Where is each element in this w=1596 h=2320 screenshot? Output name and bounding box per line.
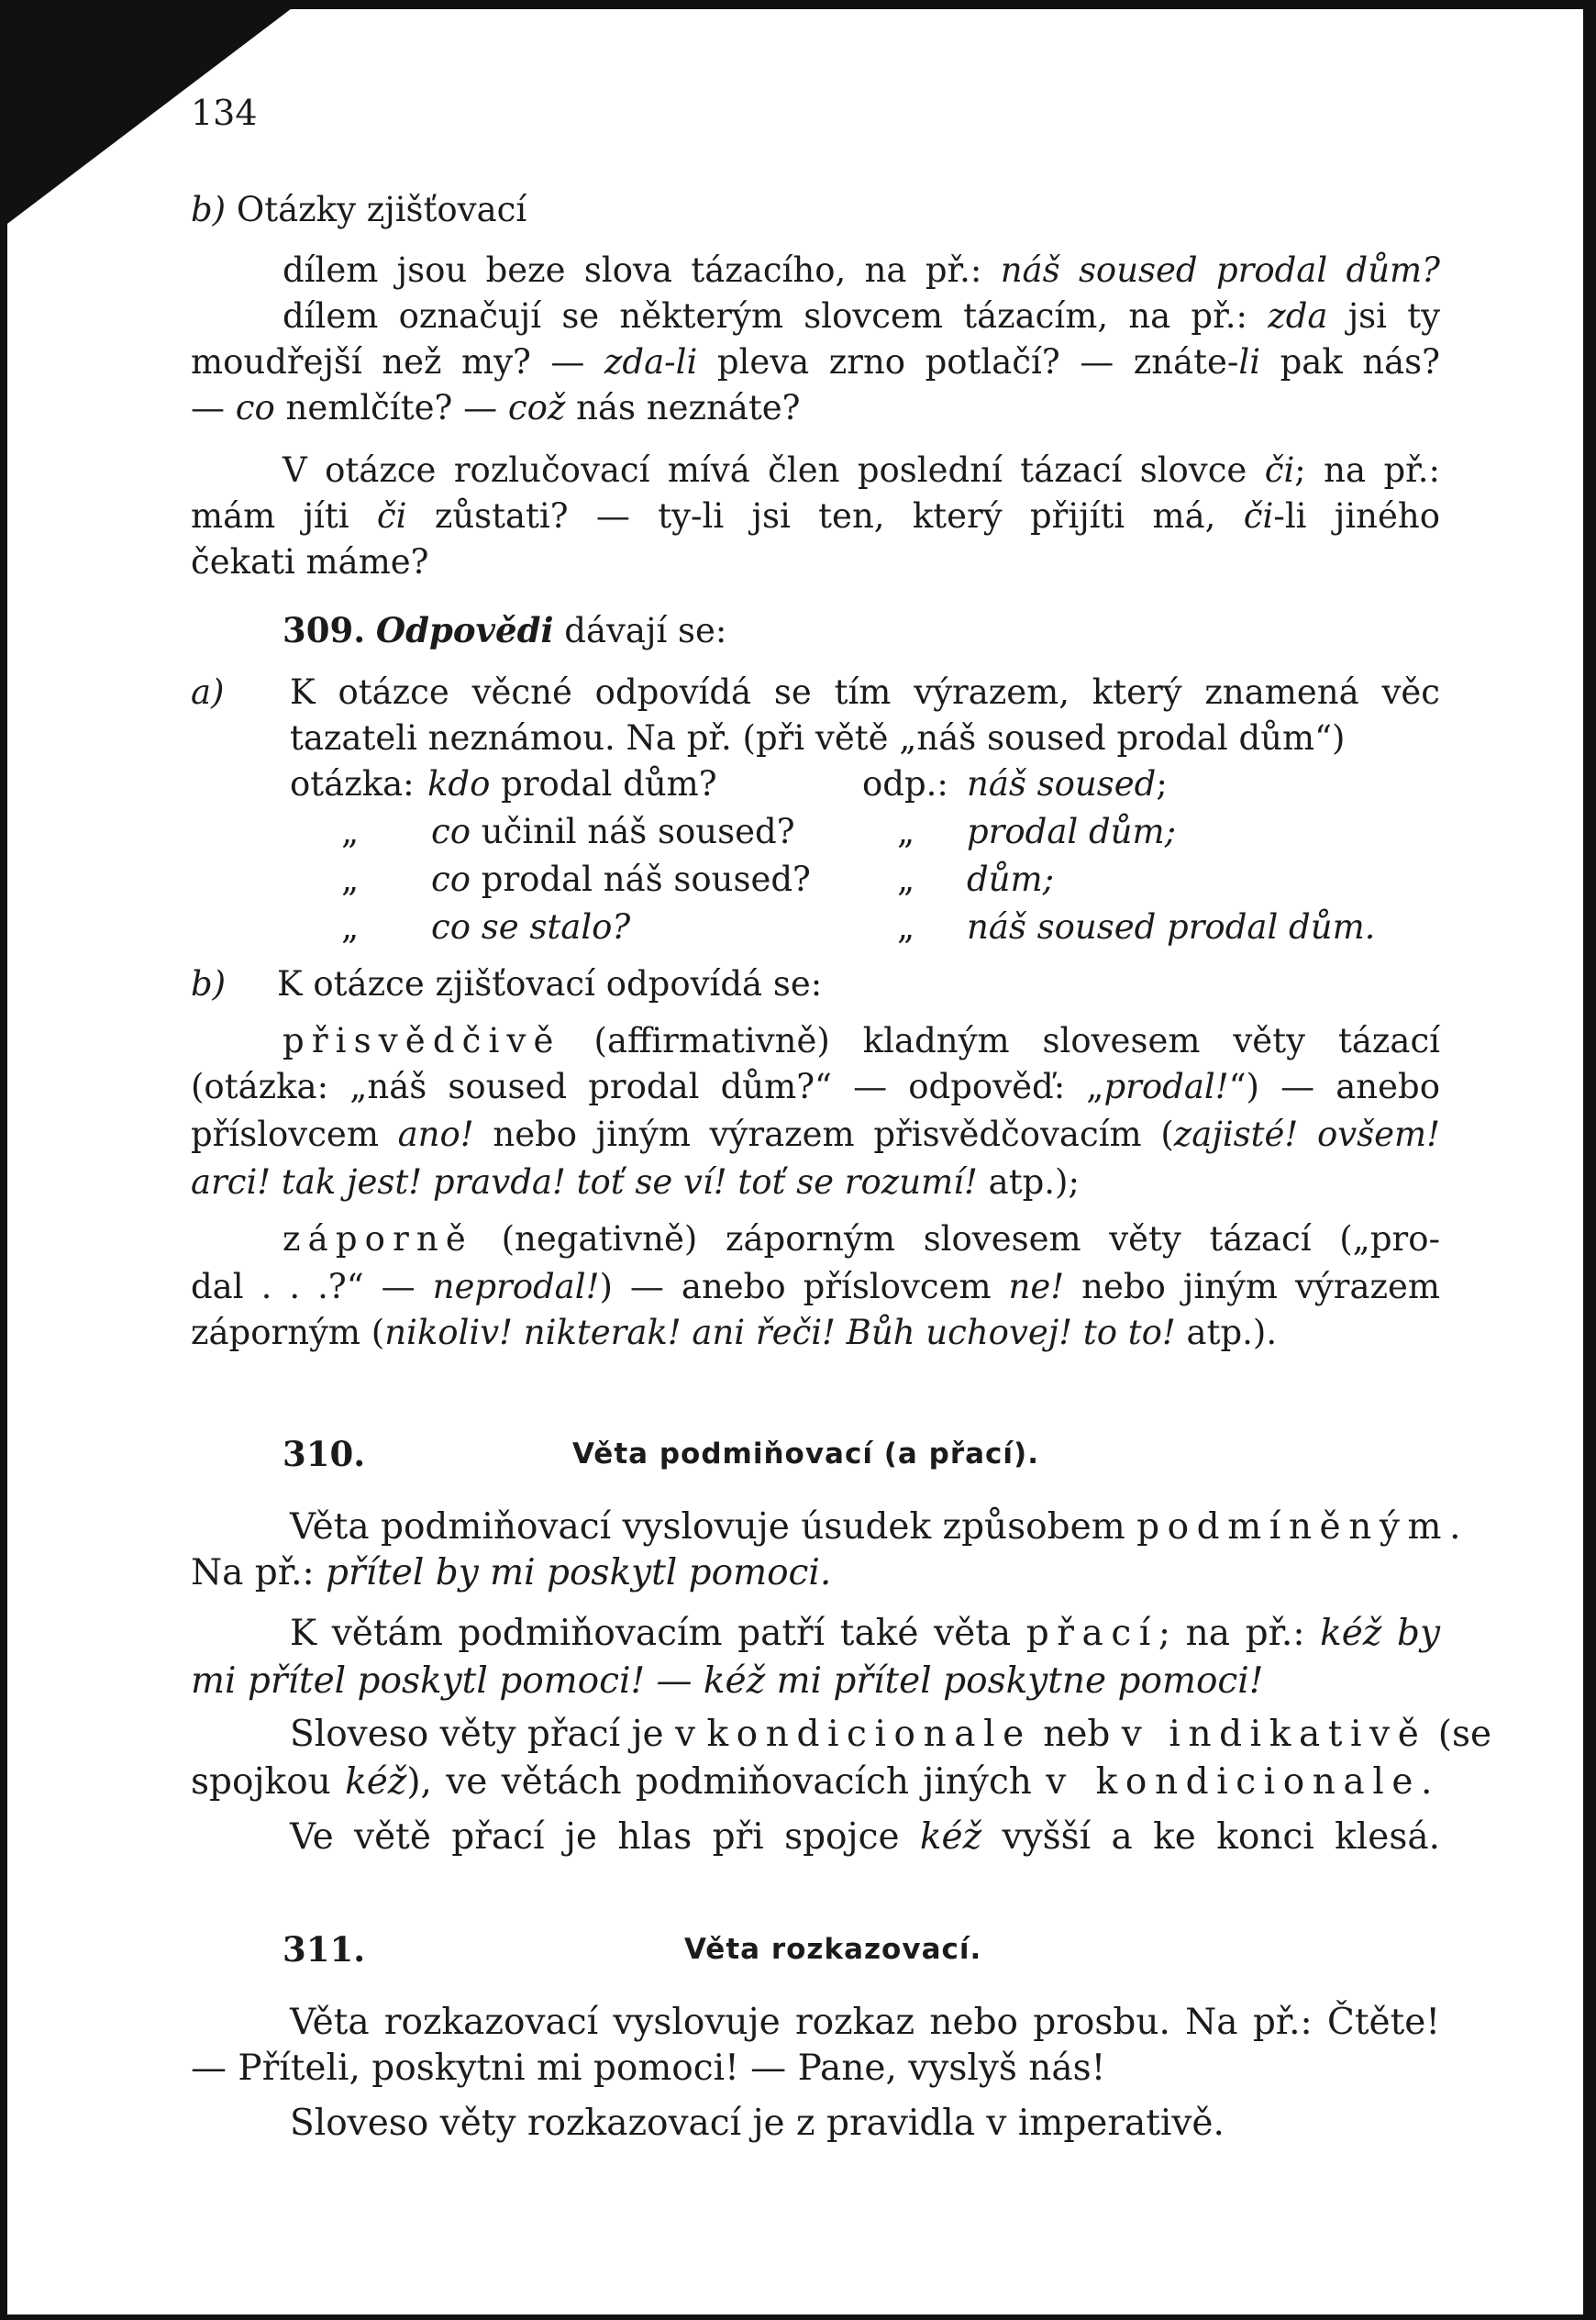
text-line: Na př.: přítel by mi poskytl pomoci. [191,1552,832,1593]
qa-question-label: otázka: [290,764,415,804]
text-line: příslovcem ano! nebo jiným výrazem přisvědčovacím (zajisté! ovšem! [191,1115,1441,1154]
ditto-mark: „ [897,860,915,899]
text-line: přisvědčivě (affirmativně) kladným slovesem věty tázací [283,1021,1440,1060]
section-311-number: 311. [283,1929,366,1970]
section-309-heading: 309. Odpovědi dávají se: [283,610,727,650]
text-line: mi přítel poskytl pomoci! — kéž mi přítel poskytne pomoci! [191,1660,1264,1702]
text-line: Věta podmiňovací vyslovuje úsudek způsobem podmíněným. [290,1506,1469,1548]
text-line: V otázce rozlučovací mívá člen poslední tázací slovce či; na př.: [283,450,1440,490]
text-line: Věta rozkazovací vyslovuje rozkaz nebo prosbu. Na př.: Čtěte! [290,2002,1440,2043]
text-line: arci! tak jest! pravda! toť se ví! toť se rozumí! atp.); [191,1162,1080,1202]
text-line: K otázce věcné odpovídá se tím výrazem, který znamená věc [290,672,1440,712]
section-310-title: Věta podmiňovací (a přací). [572,1438,1039,1471]
section-310-number: 310. [283,1434,366,1474]
text-line: mám jíti či zůstati? — ty-li jsi ten, který přijíti má, či-li jiného [191,496,1440,536]
ditto-mark: „ [897,907,915,947]
text-line: — Příteli, poskytni mi pomoci! — Pane, vyslyš nás! [191,2048,1106,2089]
item-letter: a) [191,672,225,712]
ditto-mark: „ [341,812,360,851]
qa-answer-label: odp.: [862,764,948,804]
text-line: Sloveso věty rozkazovací je z pravidla v imperativě. [290,2103,1225,2144]
text-line: Ve větě přací je hlas při spojce kéž vyšší a ke konci klesá. [290,1816,1440,1858]
item-letter: b) [191,964,227,1004]
ditto-mark: „ [341,907,360,947]
section-b-heading: b) Otázky zjišťovací [191,190,527,229]
text-line: K větám podmiňovacím patří také věta přací; na př.: kéž by [290,1613,1441,1654]
qa-question: co se stalo? [431,907,631,947]
text-line: dílem označují se některým slovcem tázacím, na př.: zda jsi ty [283,296,1441,336]
text-line: záporně (negativně) záporným slovesem věty tázací („pro- [283,1219,1440,1259]
text-line: (otázka: „náš soused prodal dům?“ — odpověď: „prodal!“) — anebo [191,1067,1440,1106]
ditto-mark: „ [897,812,915,851]
text-line: tazateli neznámou. Na př. (při větě „náš soused prodal dům“) [290,718,1346,758]
qa-answer: prodal dům; [967,812,1177,851]
qa-answer: náš soused prodal dům. [967,907,1376,947]
text-line: Sloveso věty přací je v kondicionale neb v indikativě (se [290,1714,1492,1755]
qa-question: co učinil náš soused? [431,812,795,851]
text-line: moudřejší než my? — zda-li pleva zrno potlačí? — znáte-li pak nás? [191,342,1440,382]
qa-answer: dům; [967,860,1055,899]
text-line: spojkou kéž), ve větách podmiňovacích jiných v kondicionale. [191,1761,1441,1803]
ditto-mark: „ [341,860,360,899]
text-line: čekati máme? [191,542,429,582]
qa-question: kdo prodal dům? [427,764,717,804]
qa-question: co prodal náš soused? [431,860,811,899]
qa-answer: náš soused; [967,764,1168,804]
text-line: dal . . .?“ — neprodal!) — anebo příslovcem ne! nebo jiným výrazem [191,1267,1440,1306]
page-number: 134 [191,93,258,133]
text-line: — co nemlčíte? — což nás neznáte? [191,388,801,427]
section-311-title: Věta rozkazovací. [684,1933,982,1966]
text-line: dílem jsou beze slova tázacího, na př.: náš soused prodal dům? [283,250,1440,290]
text-line: K otázce zjišťovací odpovídá se: [277,964,823,1004]
text-line: záporným (nikoliv! nikterak! ani řeči! Bůh uchovej! to to! atp.). [191,1313,1278,1352]
